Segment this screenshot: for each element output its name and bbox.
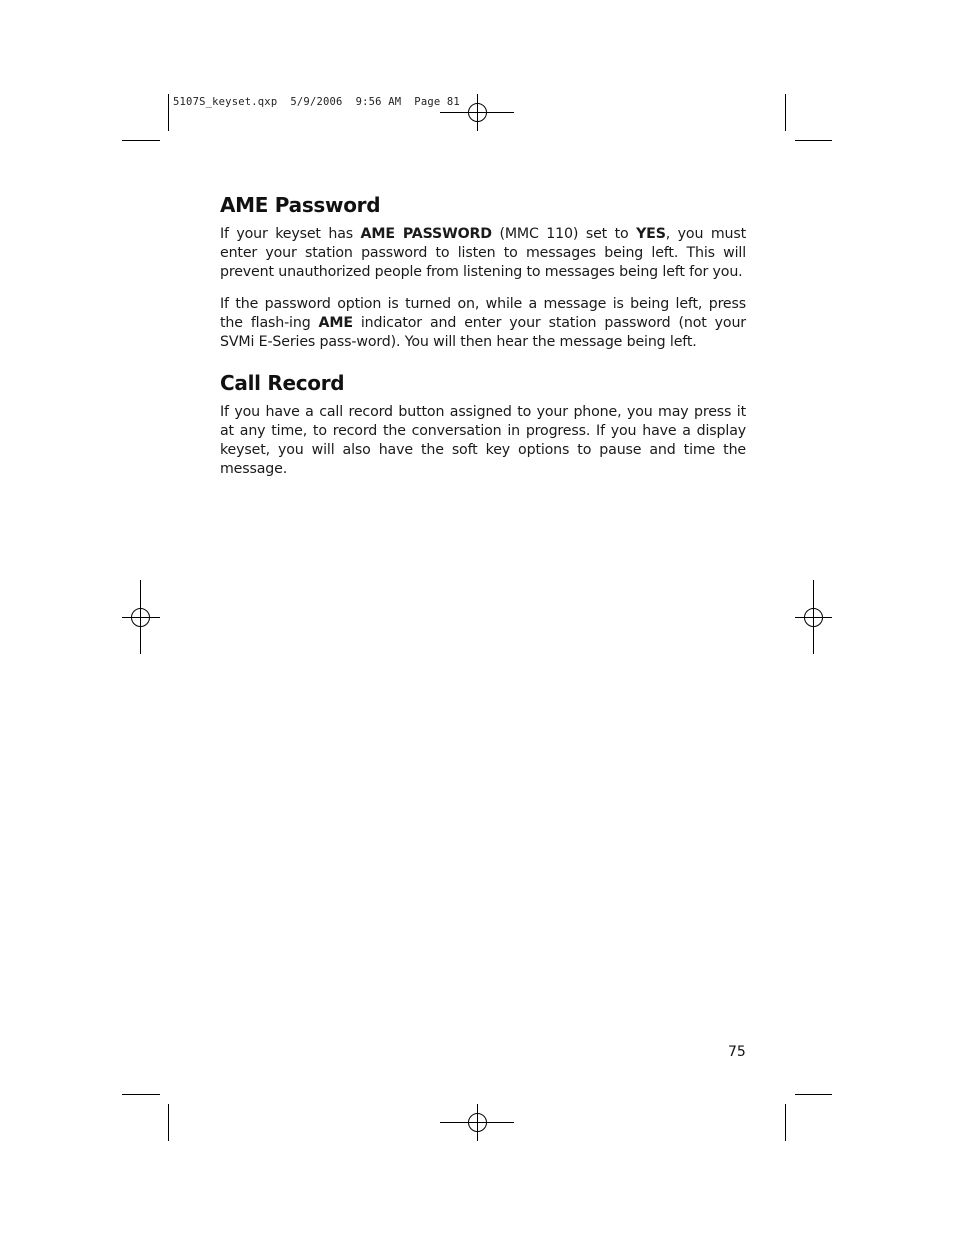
print-slug-line: 5107S_keyset.qxp 5/9/2006 9:56 AM Page 81 [173,96,460,108]
heading-ame-password: AME Password [220,193,381,217]
page-number: 75 [728,1044,746,1060]
registration-mark-bottom [440,1104,514,1141]
bold-ame-password: AME PASSWORD [360,226,492,242]
call-record-paragraph: If you have a call record button assigned to your phone, you may press it at any time, to record the conversation in progress. If you have a display keyset, you will also have the soft key options to pause and time the message. [220,404,746,477]
bold-yes: YES [636,226,666,242]
bold-ame: AME [318,315,353,331]
text-run: If your keyset has [220,226,361,242]
text-run: (MMC 110) set to [491,226,637,242]
text-run: If the password option is turned on, while a message is being left, press the flash-ing [220,296,746,331]
registration-mark-left [122,580,160,654]
ame-paragraph-2 [220,295,746,352]
main-content [220,193,746,492]
text-run: indicator and enter your station password (not your SVMi E-Series pass-word). You will then hear the message being left. [220,315,746,350]
ame-paragraph-1 [220,225,746,282]
heading-call-record: Call Record [220,371,345,395]
registration-mark-right [795,580,832,654]
text-run: , you must enter your station password to listen to messages being left. This will prevent unauthorized people from listening to messages being left for you. [220,226,746,280]
